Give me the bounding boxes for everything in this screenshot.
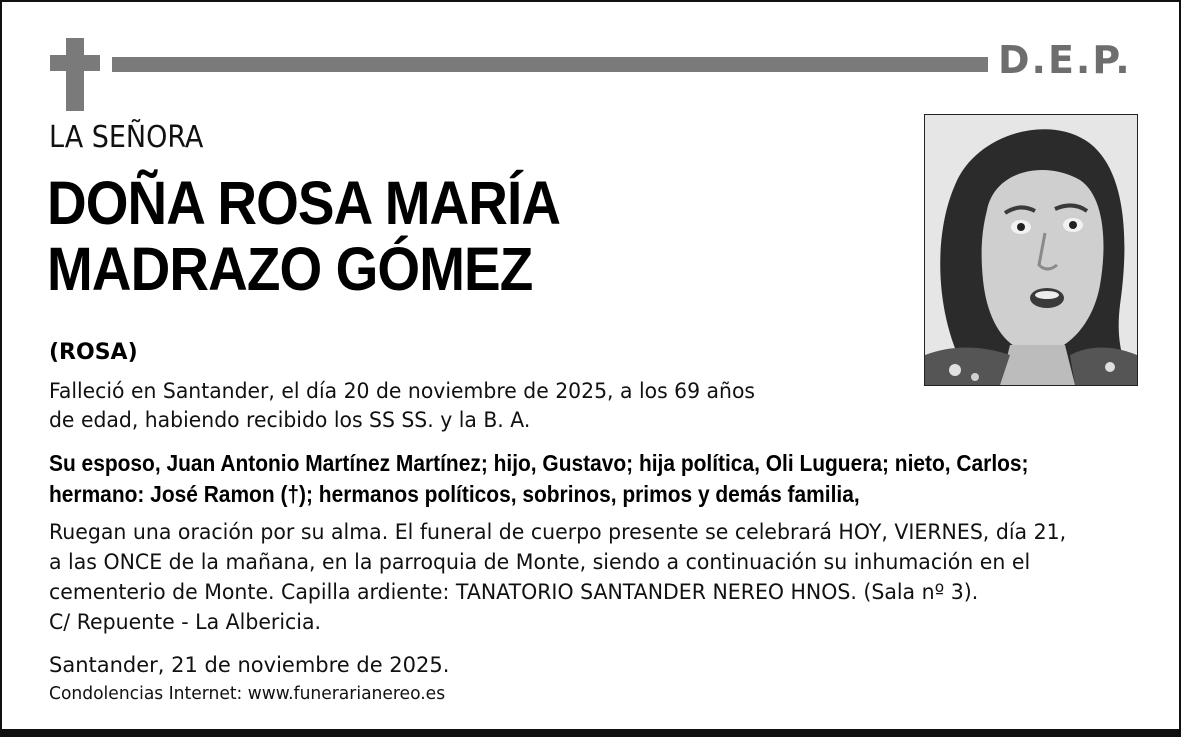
death-notice <box>49 377 755 435</box>
family-list-line1: Su esposo, Juan Antonio Martínez Martínez; hijo, Gustavo; hija política, Oli Luguera; nieto, Carlos; <box>49 450 1029 476</box>
condolences-link[interactable]: Condolencias Internet: www.funerarianereo.es <box>49 683 446 704</box>
deceased-portrait <box>924 114 1138 386</box>
deceased-name-line2: MADRAZO GÓMEZ <box>47 235 533 303</box>
funeral-details-line3: cementerio de Monte. Capilla ardiente: TANATORIO SANTANDER NEREO HNOS. (Sala nº 3). <box>49 580 979 604</box>
notice-date: Santander, 21 de noviembre de 2025. <box>49 653 450 677</box>
funeral-details <box>49 517 1066 637</box>
funeral-details-line2: a las ONCE de la mañana, en la parroquia de Monte, siendo a continuación su inhumación en el <box>49 550 1031 574</box>
deceased-nickname: (ROSA) <box>49 340 138 365</box>
cross-icon <box>50 38 100 111</box>
header-rule <box>112 57 988 72</box>
deceased-name-line1: DOÑA ROSA MARÍA <box>47 169 561 237</box>
death-notice-line2: de edad, habiendo recibido los SS SS. y la B. A. <box>49 408 531 432</box>
family-list-line2: hermano: José Ramon (†); hermanos políticos, sobrinos, primos y demás familia, <box>49 481 860 507</box>
funeral-details-line1: Ruegan una oración por su alma. El funeral de cuerpo presente se celebrará HOY, VIERNES, día 21, <box>49 520 1067 544</box>
funeral-details-line4: C/ Repuente - La Albericia. <box>49 610 322 634</box>
deceased-prefix: LA SEÑORA <box>49 120 204 155</box>
family-list <box>49 448 1029 510</box>
dep-label: D.E.P. <box>998 38 1132 82</box>
deceased-name <box>47 170 560 302</box>
death-notice-line1: Falleció en Santander, el día 20 de noviembre de 2025, a los 69 años <box>49 379 756 403</box>
bottom-border <box>2 729 1179 737</box>
